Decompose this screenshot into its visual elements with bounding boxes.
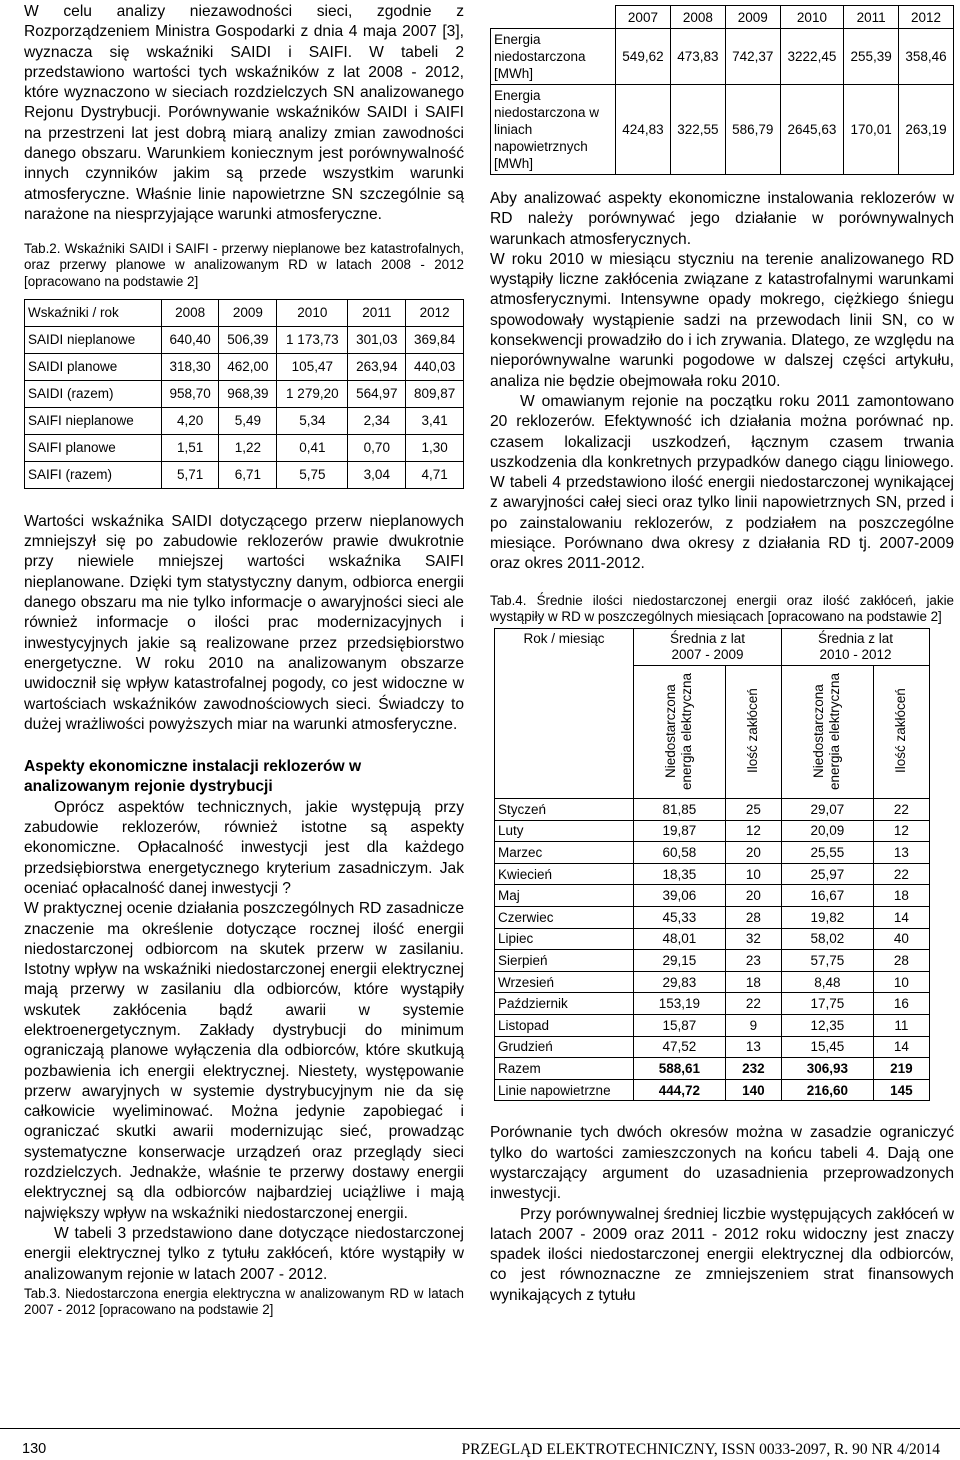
paragraph-practice: W praktycznej ocenie działania poszczególnych RD zasadnicze znaczenie ma określenie dotyczące rocznej ilość energii niedostarczonej odbiorcom na skutek przerw w zasilaniu. Istotny wpływ na wskaźniki niedostarczonej energii elektrycznej mają przerwy w zasilaniu dla odbiorców, które wystąpiły wskutek zakłócenia bądź awarii w systemie elektroenergetycznym. Zakłady dystrybucji do minimum ograniczają planowe wyłączenia dla odbiorców, które skutkują pozbawienia ich energii elektrycznej. Niestety, występowanie przerw awaryjnych w systemie dystrybucyjnym nie da się całkowicie wyeliminować. Można jedynie zapobiegać i ograniczać skutki awarii modernizując sieć, prowadząc systematyczne konserwacje urządzeń oraz przeglądy sieci rozdzielczych. Jednakże, właśnie te przerwy dostawy energii elektrycznej są dla odbiorców najbardziej uciążliwe i mają największy wpływ na wskaźniki niedostarczonej energii. (24, 900, 464, 1222)
table4-cell: 13 (873, 842, 929, 864)
table3-year-cell: 2011 (844, 6, 899, 29)
table2-cell: 369,84 (406, 326, 464, 353)
table4-month-header: Rok / miesiąc (495, 629, 634, 799)
table2-cell: 5,71 (161, 461, 219, 488)
table4-cell: 19,82 (781, 907, 873, 929)
table4-row (495, 1014, 930, 1036)
table4-cell: 25 (725, 799, 781, 821)
table4-cell: 145 (873, 1079, 929, 1101)
table4-cell: 9 (725, 1014, 781, 1036)
table4-cell: Sierpień (495, 950, 634, 972)
table2-header-cell: 2010 (277, 299, 348, 326)
table3-row-label: Energia niedostarczona [MWh] (491, 29, 616, 85)
table2-cell: 5,75 (277, 461, 348, 488)
page-footer (0, 1428, 960, 1460)
table4-period2-header: Średnia z lat 2010 - 2012 (781, 629, 929, 666)
table3-caption-text: Niedostarczona energia elektryczna w analizowanym RD w latach 2007 - 2012 [opracowano na podstawie 2] (24, 1285, 464, 1318)
table4-count-header (725, 666, 781, 799)
table3-year-cell: 2009 (725, 6, 780, 29)
table2-cell: 809,87 (406, 380, 464, 407)
table2-cell: SAIFI (razem) (25, 461, 162, 488)
table2-caption-text: Wskaźniki SAIDI i SAIFI - przerwy nieplanowe bez katastrofalnych, oraz przerwy planowe w analizowanym RD w latach 2008 - 2012 [opracowano na podstawie 2] (24, 241, 464, 289)
table2-cell: 462,00 (219, 353, 277, 380)
table3-row-label: Energia niedostarczona w liniach napowietrznych [MWh] (491, 85, 616, 175)
table4-cell: 20 (725, 885, 781, 907)
table2-cell: 5,34 (277, 407, 348, 434)
table2-header-row (25, 299, 464, 326)
table4-cell: 18,35 (634, 863, 726, 885)
table2-cell: 6,71 (219, 461, 277, 488)
table4-cell: Grudzień (495, 1036, 634, 1058)
table2-cell: 564,97 (348, 380, 406, 407)
table2-row (25, 434, 464, 461)
table2-cell: 1 173,73 (277, 326, 348, 353)
table4-cell: 23 (725, 950, 781, 972)
table2-cell: 5,49 (219, 407, 277, 434)
table4-cell: 15,87 (634, 1014, 726, 1036)
table3-year-cell: 2012 (899, 6, 954, 29)
table2-cell: SAIDI (razem) (25, 380, 162, 407)
table4-cell: Linie napowietrzne (495, 1079, 634, 1101)
table4-cell: 29,83 (634, 971, 726, 993)
table4-cell: 22 (873, 799, 929, 821)
table4-cell: Razem (495, 1058, 634, 1080)
table4-cell: 58,02 (781, 928, 873, 950)
table3-year-cell: 2007 (616, 6, 671, 29)
table3-cell: 3222,45 (780, 29, 843, 85)
table2-cell: SAIDI nieplanowe (25, 326, 162, 353)
paragraph-aspects: Oprócz aspektów technicznych, jakie występują przy zabudowie reklozerów, również istotne są aspekty ekonomiczne. Opłacalność inwestycji jest dla każdego przedsiębiorstwa energetycznego kryterium zasadniczym. Jak oceniać opłacalność danej inwestycji ? (24, 798, 464, 897)
table3-cell: 473,83 (670, 29, 725, 85)
section-heading: Aspekty ekonomiczne instalacji reklozerów w analizowanym rejonie dystrybucji (24, 758, 362, 796)
table2-cell: 1,51 (161, 434, 219, 461)
table4-cell: 18 (725, 971, 781, 993)
table2-cell: 3,04 (348, 461, 406, 488)
table3 (490, 5, 954, 175)
table4-cell: 60,58 (634, 842, 726, 864)
table4-cell: 16,67 (781, 885, 873, 907)
table4-row (495, 1036, 930, 1058)
journal-title: PRZEGLĄD ELEKTROTECHNICZNY, ISSN 0033-2097, R. 90 NR 4/2014 (461, 1441, 940, 1458)
table4-cell: 219 (873, 1058, 929, 1080)
table3-cell: 263,19 (899, 85, 954, 175)
table4-cell: 15,45 (781, 1036, 873, 1058)
paragraph-losses: Przy porównywalnej średniej liczbie występujących zakłóceń w latach 2007 - 2009 oraz 2011 - 2012 roku widoczny jest znaczy spadek ilości niedostarczonej energii elektrycznej dla odbiorców, co jest równoznaczne ze zmniejszeniem strat finansowych wynikających z tytułu (490, 1205, 954, 1304)
table2-cell: 506,39 (219, 326, 277, 353)
table4-cell: Lipiec (495, 928, 634, 950)
table2-cell: 0,70 (348, 434, 406, 461)
table2-caption (24, 241, 464, 290)
table4-row (495, 928, 930, 950)
table4-cell: 10 (873, 971, 929, 993)
table2 (24, 299, 464, 489)
table4-cell: 28 (725, 907, 781, 929)
table2-cell: 4,20 (161, 407, 219, 434)
table2-row (25, 353, 464, 380)
table4-cell: 45,33 (634, 907, 726, 929)
table2-cell: 105,47 (277, 353, 348, 380)
paragraph-2010: W roku 2010 w miesiącu styczniu na terenie analizowanego RD wystąpiły liczne zakłócenia związane z katastrofalnymi warunkami atmosferycznymi. Intensywne opady mokrego, ciężkiego śniegu spowodowały wystąpienie sadzi na przewodach linii SN, co w konsekwencji prowadziło do i ich zrywania. Dlatego, ze względu na nieporównywalne warunki pogodowe w dalszej części artykułu, analiza nie będzie obejmowała roku 2010. (490, 250, 954, 390)
table2-cell: SAIFI planowe (25, 434, 162, 461)
table4-cell: 19,87 (634, 820, 726, 842)
table4-cell: 47,52 (634, 1036, 726, 1058)
table3-label: Tab.3. (24, 1285, 61, 1301)
table3-header-row (491, 6, 954, 29)
table2-cell: 1,30 (406, 434, 464, 461)
table2-label: Tab.2. (24, 241, 61, 257)
table4-row (495, 971, 930, 993)
table3-year-cell: 2010 (780, 6, 843, 29)
table2-row (25, 380, 464, 407)
table2-header-cell: 2009 (219, 299, 277, 326)
table4-row (495, 950, 930, 972)
table4-cell: 12,35 (781, 1014, 873, 1036)
table4-cell: 28 (873, 950, 929, 972)
table3-cell: 742,37 (725, 29, 780, 85)
table4-row (495, 907, 930, 929)
paragraph-saidi: Wartości wskaźnika SAIDI dotyczącego przerw nieplanowych zmniejszył się po zabudowie reklozerów prawie dwukrotnie przy niewiele mniejszej wartości wskaźnika SAIFI nieplanowane. Dzięki tym statystyczny danym, odbiorca energii danego obszaru ma nie tylko informacje o awaryjności sieci ale również informacje o ilości prac modernizacyjnych i inwestycyjnych jakie są realizowane przez przedsiębiorstwo energetyczne. W roku 2010 na analizowanym obszarze uwidocznił się wpływ katastrofalnej pogody, co jest widoczne w wartościach wskaźników zawodnościowych sieci. Świadczy to dużej wrażliwości powyższych miar na warunki atmosferyczne. (24, 512, 464, 733)
table2-cell: 263,94 (348, 353, 406, 380)
table4-cell: 29,15 (634, 950, 726, 972)
table4-cell: 14 (873, 1036, 929, 1058)
table2-cell: SAIDI planowe (25, 353, 162, 380)
table3-cell: 255,39 (844, 29, 899, 85)
table4-cell: 81,85 (634, 799, 726, 821)
table4-cell: 57,75 (781, 950, 873, 972)
table3-row (491, 85, 954, 175)
table4-caption-text: Średnie ilości niedostarczonej energii oraz ilość zakłóceń, jakie wystąpiły w RD w poszczególnych miesiącach [opracowano na podstawie 2] (490, 592, 954, 624)
paragraph-analyze: Aby analizować aspekty ekonomiczne instalowania reklozerów w RD należy porównywać jego działanie w porównywalnych warunkach atmosferycznych. (490, 190, 954, 248)
table3-cell: 322,55 (670, 85, 725, 175)
table3-row (491, 29, 954, 85)
table4-header-row (495, 629, 930, 666)
table4-cell: Wrzesień (495, 971, 634, 993)
table4-cell: 48,01 (634, 928, 726, 950)
table2-cell: 0,41 (277, 434, 348, 461)
table4-cell: Maj (495, 885, 634, 907)
table2-row (25, 407, 464, 434)
table4-period1-header: Średnia z lat 2007 - 2009 (634, 629, 782, 666)
table4-total-row (495, 1079, 930, 1101)
table4-cell: 18 (873, 885, 929, 907)
table2-cell: 301,03 (348, 326, 406, 353)
table3-year-cell: 2008 (670, 6, 725, 29)
table2-cell: 440,03 (406, 353, 464, 380)
table4-cell: 20 (725, 842, 781, 864)
table4-cell: 140 (725, 1079, 781, 1101)
table4-row (495, 820, 930, 842)
table4-cell: 588,61 (634, 1058, 726, 1080)
table4-cell: Czerwiec (495, 907, 634, 929)
table2-row (25, 326, 464, 353)
table3-cell: 170,01 (844, 85, 899, 175)
right-column (490, 0, 954, 1306)
table4-cell: Luty (495, 820, 634, 842)
table2-header-cell: Wskaźniki / rok (25, 299, 162, 326)
table4-cell: 22 (725, 993, 781, 1015)
table2-cell: 968,39 (219, 380, 277, 407)
table4-cell: 14 (873, 907, 929, 929)
table2-cell: 958,70 (161, 380, 219, 407)
table4-cell: 10 (725, 863, 781, 885)
table4-row (495, 863, 930, 885)
table4-cell: 153,19 (634, 993, 726, 1015)
table4-cell: 12 (725, 820, 781, 842)
table4-cell: 39,06 (634, 885, 726, 907)
table4-count-header-text: Ilość zakłóceń (893, 688, 909, 773)
table3-cell: 358,46 (899, 29, 954, 85)
table4-total-row (495, 1058, 930, 1080)
table2-header-cell: 2008 (161, 299, 219, 326)
table4-cell: 8,48 (781, 971, 873, 993)
table4-cell: 25,97 (781, 863, 873, 885)
table4-cell: 20,09 (781, 820, 873, 842)
table4-cell: 25,55 (781, 842, 873, 864)
table3-cell: 424,83 (616, 85, 671, 175)
left-column (24, 0, 464, 1318)
table4-cell: 12 (873, 820, 929, 842)
table2-cell: 640,40 (161, 326, 219, 353)
table4-cell: 306,93 (781, 1058, 873, 1080)
table2-cell: SAIFI nieplanowe (25, 407, 162, 434)
table4-cell: 22 (873, 863, 929, 885)
table2-header-cell: 2012 (406, 299, 464, 326)
table4-cell: 17,75 (781, 993, 873, 1015)
table4-row (495, 993, 930, 1015)
table4-row (495, 885, 930, 907)
table4-row (495, 799, 930, 821)
table4-cell: 232 (725, 1058, 781, 1080)
table2-cell: 3,41 (406, 407, 464, 434)
paragraph-intro: W celu analizy niezawodności sieci, zgodnie z Rozporządzeniem Ministra Gospodarki z dnia 4 maja 2007 [3], wyznacza się wskaźniki SAIDI i SAIFI. W tabeli 2 przedstawiono wartości tych wskaźników z lat 2008 - 2012, które wyznaczono w sieciach rozdzielczych SN analizowanego Rejonu Dystrybucji. Porównywanie wskaźników SAIDI i SAIFI na przestrzeni lat jest dobrą miarą analizy zmian zawodności danego obszaru. Warunkiem koniecznym jest porównywalność innych czynników jakim są przede wszystkim warunki atmosferyczne. Właśnie linie napowietrzne SN szczególnie są narażone na niesprzyjające warunki atmosferyczne. (24, 3, 464, 223)
table4-count-header-text: Ilość zakłóceń (745, 688, 761, 773)
table4-cell: Marzec (495, 842, 634, 864)
table4-label: Tab.4. (490, 592, 527, 608)
table2-cell: 1,22 (219, 434, 277, 461)
table4-cell: Kwiecień (495, 863, 634, 885)
table3-corner-cell (491, 6, 616, 29)
table4-energy-header (634, 666, 726, 799)
table4-cell: Styczeń (495, 799, 634, 821)
table2-cell: 1 279,20 (277, 380, 348, 407)
table3-cell: 549,62 (616, 29, 671, 85)
table4-cell: 16 (873, 993, 929, 1015)
table4-cell: 13 (725, 1036, 781, 1058)
table3-caption (24, 1286, 464, 1318)
table4-cell: Listopad (495, 1014, 634, 1036)
table3-cell: 2645,63 (780, 85, 843, 175)
table2-cell: 4,71 (406, 461, 464, 488)
table4-cell: 11 (873, 1014, 929, 1036)
paragraph-reclosers: W omawianym rejonie na początku roku 2011 zamontowano 20 reklozerów. Efektywność ich działania można porównać np. czasem lokalizacji uszkodzeń, łącznym czasem trwania uszkodzenia dla konkretnych przypadków danego ciągu liniowego. W tabeli 4 przedstawiono ilość energii niedostarczonej wynikającej z awaryjności całej sieci oraz tylko linii napowietrznych SN, przed i po zainstalowaniu reklozerów, z podziałem na poszczególne miesiące. Porównano dwa okresy z działania RD tj. 2007-2009 oraz okres 2011-2012. (490, 392, 954, 573)
table2-header-cell: 2011 (348, 299, 406, 326)
table4-cell: 216,60 (781, 1079, 873, 1101)
table4 (494, 628, 930, 1101)
table4-cell: 40 (873, 928, 929, 950)
table4-energy-header-text: Niedostarczona energia elektryczna (663, 672, 695, 790)
table4-cell: Październik (495, 993, 634, 1015)
table2-row (25, 461, 464, 488)
paragraph-comparison: Porównanie tych dwóch okresów można w zasadzie ograniczyć tylko do wartości zamieszczonych na końcu tabeli 4. Dają one wystarczający argument do uzasadnienia przeprowadzonych inwestycji. (490, 1124, 954, 1203)
table2-cell: 2,34 (348, 407, 406, 434)
table4-row (495, 842, 930, 864)
page-number: 130 (22, 1441, 47, 1457)
table4-energy-header-text: Niedostarczona energia elektryczna (811, 672, 843, 790)
table4-energy-header (781, 666, 873, 799)
table4-cell: 32 (725, 928, 781, 950)
table4-count-header (873, 666, 929, 799)
paragraph-table3-intro: W tabeli 3 przedstawiono dane dotyczące niedostarczonej energii elektrycznej tylko z tytułu zakłóceń, które wystąpiły w analizowanym rejonie w latach 2007 - 2012. (24, 1224, 464, 1283)
table4-caption (490, 593, 954, 625)
table4-cell: 29,07 (781, 799, 873, 821)
table4-cell: 444,72 (634, 1079, 726, 1101)
footer-rule (0, 1428, 960, 1429)
table2-cell: 318,30 (161, 353, 219, 380)
table3-cell: 586,79 (725, 85, 780, 175)
